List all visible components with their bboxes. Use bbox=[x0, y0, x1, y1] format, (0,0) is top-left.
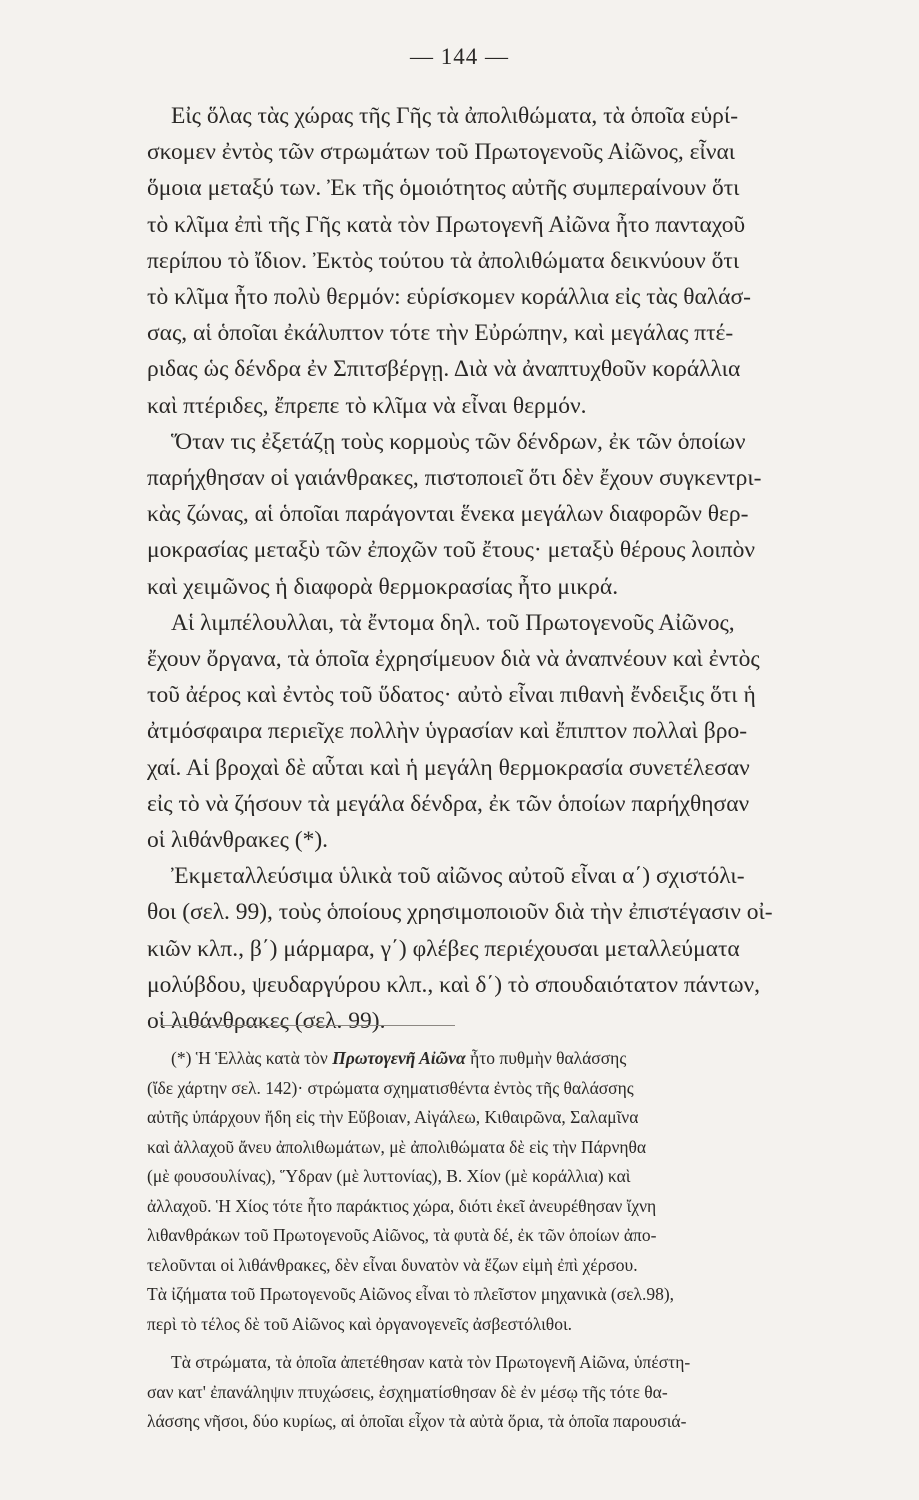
footnote-line: σαν κατ' ἐπανάληψιν πτυχώσεις, ἐσχηματίσθησαν δὲ ἐν μέσῳ τῆς τότε θα- bbox=[147, 1381, 668, 1402]
text-line: Ἐκμεταλλεύσιμα ὑλικὰ τοῦ αἰῶνος αὐτοῦ εἶναι α΄) σχιστόλι- bbox=[171, 863, 745, 890]
footnote-divider bbox=[160, 1025, 455, 1026]
text-line: Ὅταν τις ἐξετάζῃ τοὺς κορμοὺς τῶν δένδρων, ἐκ τῶν ὁποίων bbox=[171, 428, 746, 455]
text-line: ἀτμόσφαιρα περιεῖχε πολλὴν ὑγρασίαν καὶ ἔπιπτον πολλαὶ βρο- bbox=[147, 718, 748, 745]
text-line: καὶ χειμῶνος ἡ διαφορὰ θερμοκρασίας ἦτο μικρά. bbox=[147, 573, 619, 600]
text-line: ἔχουν ὄργανα, τὰ ὁποῖα ἐχρησίμευον διὰ νὰ ἀναπνέουν καὶ ἐντὸς bbox=[147, 646, 760, 673]
text-line: μολύβδου, ψευδαργύρου κλπ., καὶ δ΄) τὸ σπουδαιότατον πάντων, bbox=[147, 971, 761, 998]
paragraph-3 bbox=[147, 605, 875, 858]
text-line: χαί. Αἱ βροχαὶ δὲ αὗται καὶ ἡ μεγάλη θερμοκρασία συνετέλεσαν bbox=[147, 754, 750, 781]
text-line: κὰς ζώνας, αἱ ὁποῖαι παράγονται ἕνεκα μεγάλων διαφορῶν θερ- bbox=[147, 501, 749, 528]
paragraph-2 bbox=[147, 424, 875, 605]
text-line: μοκρασίας μεταξὺ τῶν ἐποχῶν τοῦ ἔτους· μεταξὺ θέρους λοιπὸν bbox=[147, 537, 755, 564]
paragraph-gap bbox=[147, 1339, 875, 1348]
text-line: σας, αἱ ὁποῖαι ἐκάλυπτον τότε τὴν Εὐρώπην, καὶ μεγάλας πτέ- bbox=[147, 320, 734, 347]
text-line: οἱ λιθάνθρακες (*). bbox=[147, 827, 329, 854]
footnote-line: τελοῦνται οἱ λιθάνθρακες, δὲν εἶναι δυνατὸν νὰ ἔζων εἰμὴ ἐπὶ χέρσου. bbox=[147, 1254, 638, 1275]
paragraph-4 bbox=[147, 858, 875, 1039]
footnote-lead-prefix: (*) Ἡ Ἑλλὰς κατὰ τὸν bbox=[171, 1048, 333, 1068]
text-line: ὅμοια μεταξύ των. Ἐκ τῆς ὁμοιότητος αὐτῆς συμπεραίνουν ὅτι bbox=[147, 175, 740, 202]
text-line: ριδας ὡς δένδρα ἐν Σπιτσβέργῃ. Διὰ νὰ ἀναπτυχθοῦν κοράλλια bbox=[147, 356, 741, 383]
text-line: Αἱ λιμπέλουλλαι, τὰ ἔντομα δηλ. τοῦ Πρωτογενοῦς Αἰῶνος, bbox=[171, 609, 735, 636]
text-line: εἰς τὸ νὰ ζήσουν τὰ μεγάλα δένδρα, ἐκ τῶν ὁποίων παρήχθησαν bbox=[147, 790, 750, 817]
footnote-lead-line bbox=[147, 1044, 875, 1074]
text-line: Εἰς ὅλας τὰς χώρας τῆς Γῆς τὰ ἀπολιθώματα, τὰ ὁποῖα εὑρί- bbox=[171, 103, 739, 129]
main-text bbox=[147, 98, 875, 1039]
footnote-line: περὶ τὸ τέλος δὲ τοῦ Αἰῶνος καὶ ὀργανογενεῖς ἀσβεστόλιθοι. bbox=[147, 1313, 573, 1334]
text-line: καὶ πτέριδες, ἔπρεπε τὸ κλῖμα νὰ εἶναι θερμόν. bbox=[147, 392, 587, 419]
footnote-lead-emphasis: Πρωτογενῆ Αἰῶνα bbox=[332, 1048, 466, 1068]
footnote-line: Τὰ στρώματα, τὰ ὁποῖα ἀπετέθησαν κατὰ τὸν Πρωτογενῆ Αἰῶνα, ὑπέστη- bbox=[171, 1352, 691, 1372]
text-line: τοῦ ἀέρος καὶ ἐντὸς τοῦ ὕδατος· αὐτὸ εἶναι πιθανὴ ἔνδειξις ὅτι ἡ bbox=[147, 682, 756, 709]
page-number: — 144 — bbox=[410, 44, 509, 69]
footnote-line: Τὰ ἰζήματα τοῦ Πρωτογενοῦς Αἰῶνος εἶναι τὸ πλεῖστον μηχανικὰ (σελ.98), bbox=[147, 1284, 675, 1304]
text-line: σκομεν ἐντὸς τῶν στρωμάτων τοῦ Πρωτογενοῦς Αἰῶνος, εἶναι bbox=[147, 139, 736, 166]
footnote-line: ἀλλαχοῦ. Ἡ Χίος τότε ἦτο παράκτιος χώρα, διότι ἐκεῖ ἀνευρέθησαν ἴχνη bbox=[147, 1195, 657, 1216]
text-line: περίπου τὸ ἴδιον. Ἐκτὸς τούτου τὰ ἀπολιθώματα δεικνύουν ὅτι bbox=[147, 247, 740, 274]
footnote-lead-suffix: ἦτο πυθμὴν θαλάσσης bbox=[465, 1048, 627, 1068]
text-line: τὸ κλῖμα ἦτο πολὺ θερμόν: εὑρίσκομεν κοράλλια εἰς τὰς θαλάσ- bbox=[147, 284, 751, 311]
text-line: παρήχθησαν οἱ γαιάνθρακες, πιστοποιεῖ ὅτι δὲν ἔχουν συγκεντρι- bbox=[147, 465, 762, 492]
footnote bbox=[147, 1044, 875, 1437]
text-line: τὸ κλῖμα ἐπὶ τῆς Γῆς κατὰ τὸν Πρωτογενῆ Αἰῶνα ἦτο πανταχοῦ bbox=[147, 211, 746, 238]
paragraph-1 bbox=[147, 98, 875, 424]
footnote-line: λιθανθράκων τοῦ Πρωτογενοῦς Αἰῶνος, τὰ φυτὰ δέ, ἐκ τῶν ὁποίων ἀπο- bbox=[147, 1225, 657, 1245]
footnote-line: λάσσης νῆσοι, δύο κυρίως, αἱ ὁποῖαι εἶχον τὰ αὐτὰ ὅρια, τὰ ὁποῖα παρουσιά- bbox=[147, 1411, 687, 1431]
footnote-line: καὶ ἀλλαχοῦ ἄνευ ἀπολιθωμάτων, μὲ ἀπολιθώματα δὲ εἰς τὴν Πάρνηθα bbox=[147, 1136, 647, 1157]
text-line: θοι (σελ. 99), τοὺς ὁποίους χρησιμοποιοῦν διὰ τὴν ἐπιστέγασιν οἰ- bbox=[147, 899, 773, 926]
text-line: οἱ λιθάνθρακες (σελ. 99). bbox=[147, 1008, 386, 1035]
footnote-line: (ἴδε χάρτην σελ. 142)· στρώματα σχηματισθέντα ἐντὸς τῆς θαλάσσης bbox=[147, 1077, 634, 1098]
text-line: κιῶν κλπ., β΄) μάρμαρα, γ΄) φλέβες περιέχουσαι μεταλλεύματα bbox=[147, 935, 740, 962]
footnote-line: (μὲ φουσουλίνας), Ὕδραν (μὲ λυττονίας), Β. Χίον (μὲ κοράλλια) καὶ bbox=[147, 1166, 631, 1186]
footnote-line: αὐτῆς ὑπάρχουν ἤδη εἰς τὴν Εὔβοιαν, Αἰγάλεω, Κιθαιρῶνα, Σαλαμῖνα bbox=[147, 1107, 639, 1127]
